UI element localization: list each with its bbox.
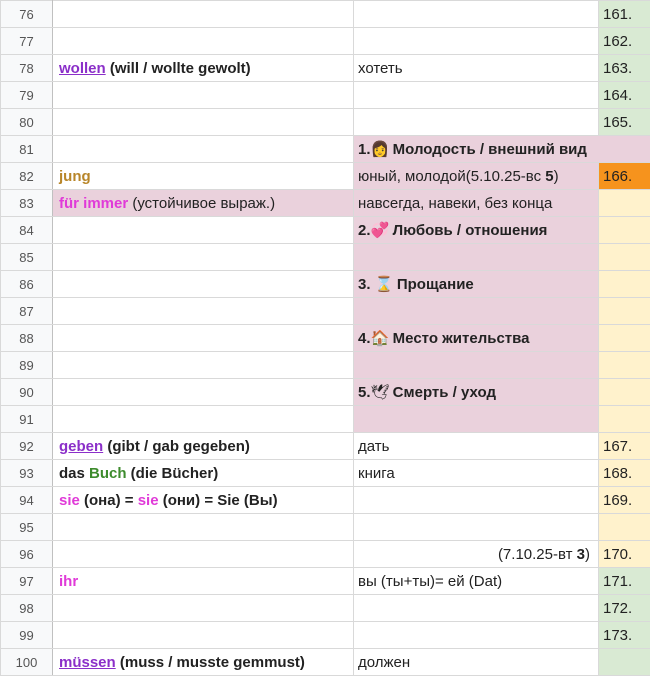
- word: sie: [59, 491, 80, 509]
- row-number[interactable]: 85: [1, 244, 53, 271]
- cell-a[interactable]: [53, 649, 354, 676]
- word-forms: (gibt / gab gegeben): [103, 437, 250, 455]
- cell-a[interactable]: [53, 28, 354, 55]
- cell-b[interactable]: [354, 622, 599, 649]
- word-link[interactable]: wollen: [59, 59, 106, 77]
- table-row: [1, 217, 650, 244]
- cell-a[interactable]: [53, 433, 354, 460]
- cell-c[interactable]: [599, 217, 650, 244]
- table-row: [1, 568, 650, 595]
- row-number[interactable]: 88: [1, 325, 53, 352]
- section-heading[interactable]: [354, 217, 599, 244]
- cell-a[interactable]: [53, 595, 354, 622]
- word-forms: (die Bücher): [126, 464, 219, 482]
- cell-a[interactable]: [53, 325, 354, 352]
- cell-c[interactable]: 168.: [599, 460, 650, 487]
- row-number[interactable]: 86: [1, 271, 53, 298]
- cell-c[interactable]: [599, 244, 650, 271]
- cell-b[interactable]: [354, 109, 599, 136]
- cell-a[interactable]: [53, 514, 354, 541]
- cell-c[interactable]: 162.: [599, 28, 650, 55]
- word: sie: [137, 491, 159, 509]
- cell-b[interactable]: должен: [354, 649, 599, 676]
- table-row: [1, 109, 650, 136]
- section-title: Прощание: [392, 276, 474, 293]
- cell-b[interactable]: [354, 298, 599, 325]
- cell-c[interactable]: [599, 298, 650, 325]
- cell-b[interactable]: [354, 487, 599, 514]
- cell-a[interactable]: [53, 487, 354, 514]
- section-heading[interactable]: [354, 271, 599, 298]
- dove-icon: 🕊: [370, 384, 390, 401]
- hourglass-icon: ⌛: [374, 276, 394, 293]
- section-title: Смерть / уход: [388, 384, 496, 401]
- day-count: 5: [545, 167, 554, 185]
- cell-c[interactable]: 167.: [599, 433, 650, 460]
- row-number[interactable]: 93: [1, 460, 53, 487]
- cell-a[interactable]: [53, 271, 354, 298]
- cell-b[interactable]: [354, 352, 599, 379]
- cell-a[interactable]: [53, 190, 354, 217]
- cell-a[interactable]: [53, 568, 354, 595]
- table-row: [1, 244, 650, 271]
- row-number[interactable]: 100: [1, 649, 53, 676]
- table-row: [1, 649, 650, 676]
- word: jung: [59, 167, 91, 185]
- section-number: 2.: [358, 222, 371, 239]
- row-number[interactable]: 76: [1, 1, 53, 28]
- cell-c[interactable]: 171.: [599, 568, 650, 595]
- cell-b[interactable]: [354, 514, 599, 541]
- table-row: [1, 595, 650, 622]
- cell-c[interactable]: [599, 649, 650, 676]
- cell-a[interactable]: [53, 217, 354, 244]
- cell-c[interactable]: 165.: [599, 109, 650, 136]
- word-note: (устойчивое выраж.): [128, 194, 276, 212]
- cell-a[interactable]: [53, 163, 354, 190]
- cell-c[interactable]: 164.: [599, 82, 650, 109]
- cell-a[interactable]: [53, 406, 354, 433]
- cell-b[interactable]: [354, 406, 599, 433]
- section-title: Молодость / внешний вид: [388, 141, 587, 158]
- day-count: 3: [576, 545, 585, 563]
- cell-c[interactable]: [599, 406, 650, 433]
- word-forms: (muss / musste gemmust): [115, 653, 305, 671]
- section-heading[interactable]: [354, 325, 599, 352]
- table-row: [1, 514, 650, 541]
- cell-a[interactable]: [53, 541, 354, 568]
- cell-a[interactable]: [53, 136, 354, 163]
- table-row: [1, 433, 650, 460]
- word: ihr: [59, 572, 79, 590]
- section-number: 3.: [358, 276, 375, 293]
- row-number[interactable]: 79: [1, 82, 53, 109]
- table-row: [1, 487, 650, 514]
- cell-b[interactable]: [354, 82, 599, 109]
- row-number[interactable]: 87: [1, 298, 53, 325]
- house-icon: 🏠: [370, 330, 390, 347]
- row-number[interactable]: 89: [1, 352, 53, 379]
- cell-b[interactable]: дать: [354, 433, 599, 460]
- table-row: [1, 271, 650, 298]
- word-note: (они) = Sie (Вы): [158, 491, 278, 509]
- table-row: [1, 298, 650, 325]
- table-row: [1, 163, 650, 190]
- cell-a[interactable]: [53, 55, 354, 82]
- date-note: (7.10.25-вт: [497, 545, 577, 563]
- word-note: (она) =: [79, 491, 138, 509]
- table-row: [1, 460, 650, 487]
- hearts-icon: 💞: [370, 222, 390, 239]
- table-row: [1, 190, 650, 217]
- row-number[interactable]: 97: [1, 568, 53, 595]
- cell-b[interactable]: [354, 595, 599, 622]
- section-number: 1.: [358, 141, 371, 158]
- table-row: [1, 541, 650, 568]
- article: das: [59, 464, 90, 482]
- cell-c[interactable]: [599, 190, 650, 217]
- woman-icon: 👩: [370, 141, 390, 158]
- cell-c-selected[interactable]: 166.: [599, 163, 650, 190]
- cell-b[interactable]: хотеть: [354, 55, 599, 82]
- section-number: 4.: [358, 330, 371, 347]
- section-title: Место жительства: [388, 330, 530, 347]
- row-number[interactable]: 95: [1, 514, 53, 541]
- cell-b[interactable]: вы (ты+ты)= ей (Dat): [354, 568, 599, 595]
- cell-c[interactable]: [599, 352, 650, 379]
- cell-a[interactable]: [53, 622, 354, 649]
- table-row: [1, 1, 650, 28]
- cell-a[interactable]: [53, 82, 354, 109]
- cell-c[interactable]: [599, 271, 650, 298]
- cell-a[interactable]: [53, 1, 354, 28]
- row-number[interactable]: 81: [1, 136, 53, 163]
- cell-c[interactable]: 172.: [599, 595, 650, 622]
- cell-b[interactable]: [354, 28, 599, 55]
- word-link[interactable]: geben: [59, 437, 104, 455]
- cell-b[interactable]: [354, 1, 599, 28]
- row-number[interactable]: 90: [1, 379, 53, 406]
- cell-c[interactable]: 173.: [599, 622, 650, 649]
- table-row: [1, 622, 650, 649]
- section-heading[interactable]: [354, 136, 650, 163]
- row-number[interactable]: 84: [1, 217, 53, 244]
- cell-a[interactable]: [53, 379, 354, 406]
- table-row: [1, 136, 650, 163]
- translation-end: ): [553, 167, 559, 185]
- table-row: [1, 379, 650, 406]
- table-row: [1, 55, 650, 82]
- cell-a[interactable]: [53, 109, 354, 136]
- translation: юный, молодой(5.10.25-вс: [358, 167, 546, 185]
- word-link[interactable]: müssen: [59, 653, 116, 671]
- row-number[interactable]: 99: [1, 622, 53, 649]
- row-number[interactable]: 82: [1, 163, 53, 190]
- row-number[interactable]: 77: [1, 28, 53, 55]
- cell-c[interactable]: [599, 325, 650, 352]
- date-note-end: ): [585, 545, 590, 563]
- cell-a[interactable]: [53, 298, 354, 325]
- cell-a[interactable]: [53, 352, 354, 379]
- cell-c[interactable]: [599, 514, 650, 541]
- word-forms: (will / wollte gewolt): [105, 59, 251, 77]
- table-row: [1, 352, 650, 379]
- table-row: [1, 406, 650, 433]
- cell-b[interactable]: навсегда, навеки, без конца: [354, 190, 599, 217]
- cell-c[interactable]: 161.: [599, 1, 650, 28]
- word: Buch: [89, 464, 127, 482]
- cell-b[interactable]: книга: [354, 460, 599, 487]
- cell-b[interactable]: [354, 163, 599, 190]
- row-number[interactable]: 80: [1, 109, 53, 136]
- cell-c[interactable]: 170.: [599, 541, 650, 568]
- cell-c[interactable]: 169.: [599, 487, 650, 514]
- row-number[interactable]: 98: [1, 595, 53, 622]
- cell-b[interactable]: [354, 244, 599, 271]
- cell-a[interactable]: [53, 244, 354, 271]
- row-number[interactable]: 94: [1, 487, 53, 514]
- row-number[interactable]: 78: [1, 55, 53, 82]
- word: für immer: [59, 194, 129, 212]
- row-number[interactable]: 92: [1, 433, 53, 460]
- cell-a[interactable]: [53, 460, 354, 487]
- section-title: Любовь / отношения: [388, 222, 548, 239]
- table-row: [1, 28, 650, 55]
- table-row: [1, 325, 650, 352]
- row-number[interactable]: 96: [1, 541, 53, 568]
- cell-c[interactable]: 163.: [599, 55, 650, 82]
- section-heading[interactable]: [354, 379, 599, 406]
- table-row: [1, 82, 650, 109]
- row-number[interactable]: 83: [1, 190, 53, 217]
- cell-b[interactable]: [354, 541, 599, 568]
- section-number: 5.: [358, 384, 371, 401]
- row-number[interactable]: 91: [1, 406, 53, 433]
- cell-c[interactable]: [599, 379, 650, 406]
